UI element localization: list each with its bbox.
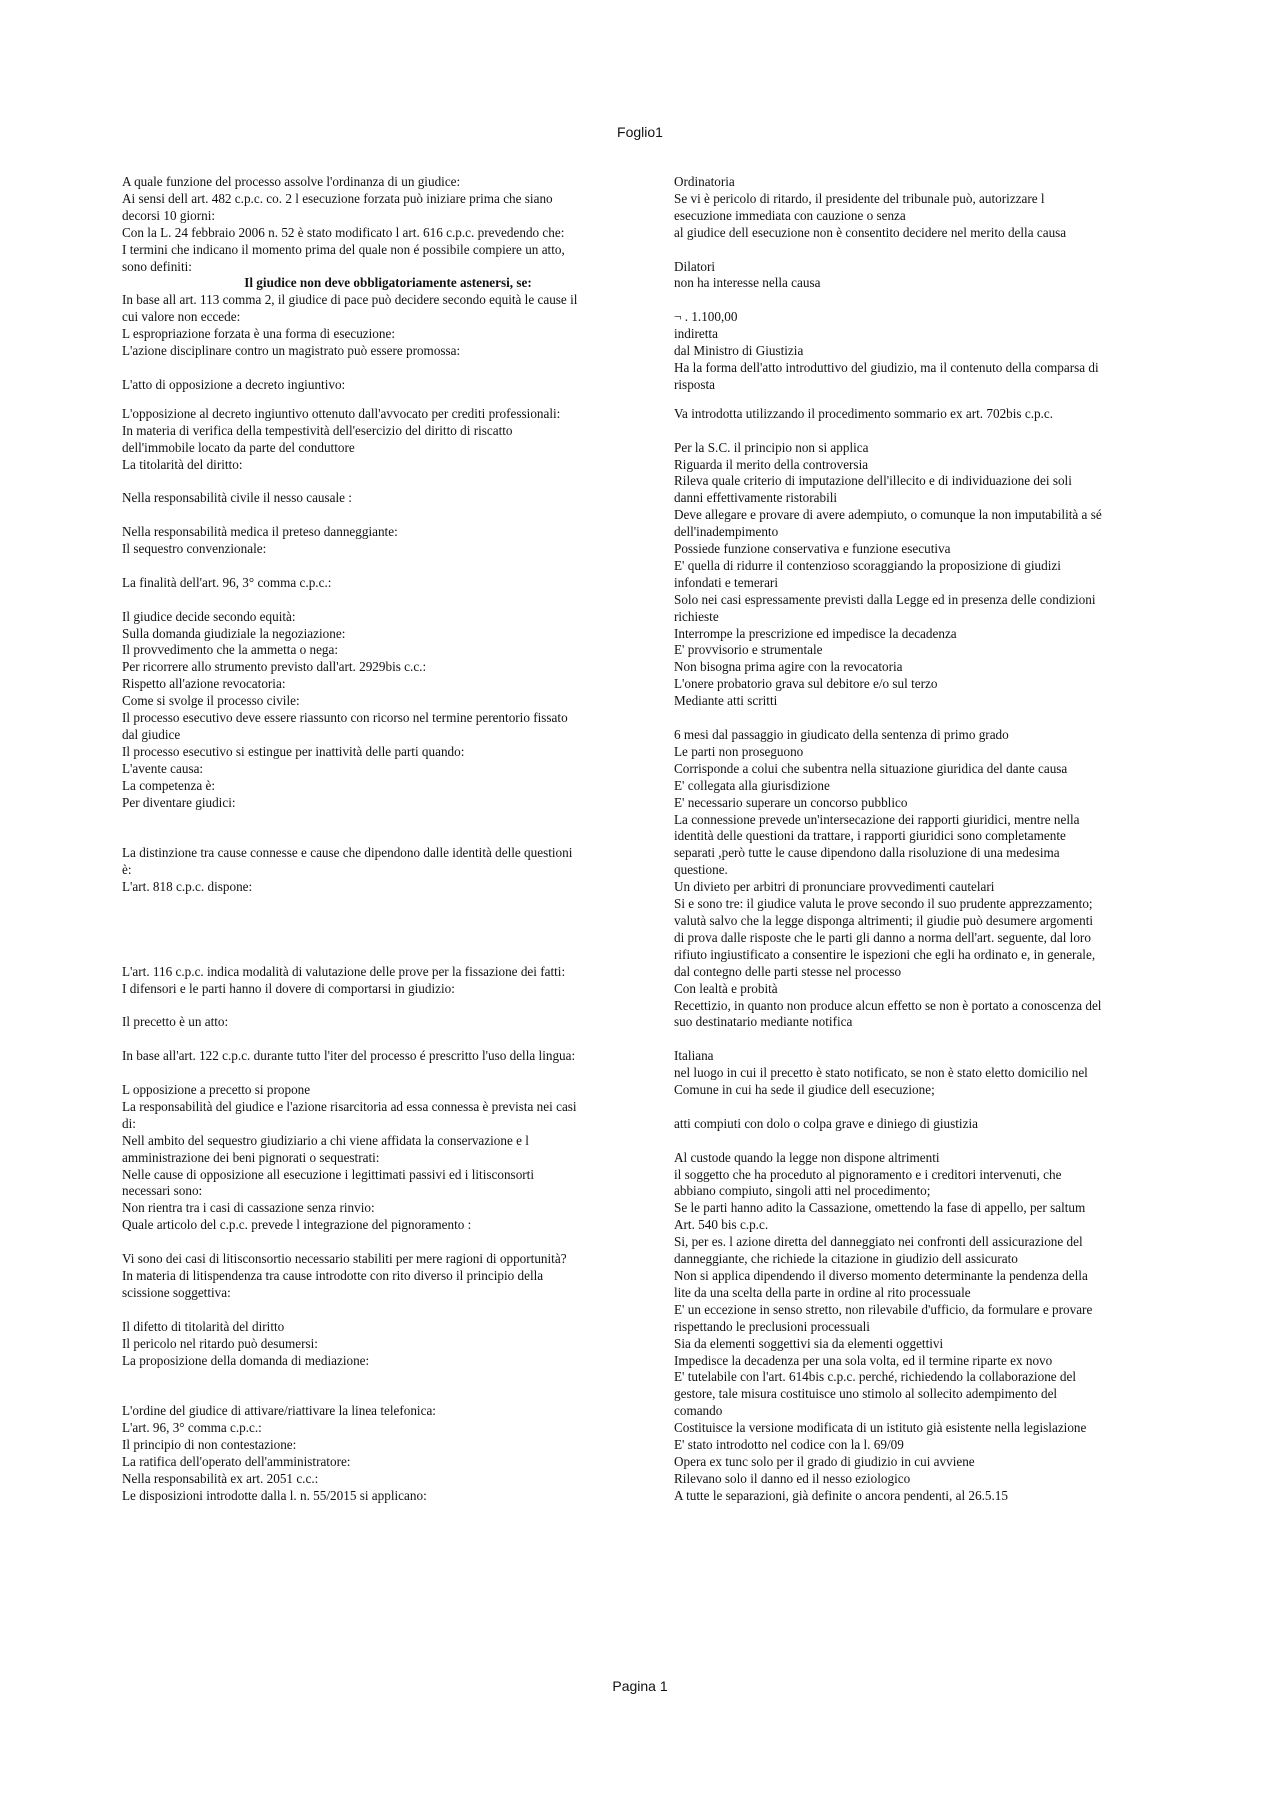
table-row bbox=[122, 360, 1152, 394]
table-row bbox=[122, 659, 1152, 676]
table-row bbox=[122, 242, 1152, 276]
table-row bbox=[122, 1454, 1152, 1471]
question-cell: L espropriazione forzata è una forma di esecuzione: bbox=[122, 326, 396, 342]
table-row bbox=[122, 457, 1152, 474]
table-row bbox=[122, 1268, 1152, 1302]
answer-cell: dal Ministro di Giustizia bbox=[674, 343, 804, 359]
answer-cell: Ha la forma dell'atto introduttivo del giudizio, ma il contenuto della comparsa di risposta bbox=[674, 359, 1099, 392]
question-cell: Nella responsabilità ex art. 2051 c.c.: bbox=[122, 1470, 319, 1486]
answer-cell: Ordinatoria bbox=[674, 174, 735, 189]
table-row bbox=[122, 642, 1152, 659]
question-cell: La distinzione tra cause connesse e cause che dipendono dalle identità delle questioni è: bbox=[122, 845, 573, 878]
question-cell: In materia di verifica della tempestività dell'esercizio del diritto di riscatto dell'immobile locato da parte del conduttore bbox=[122, 422, 513, 455]
answer-cell: La connessione prevede un'intersecazione dei rapporti giuridici, mentre nella identità delle questioni da trattare, i rapporti giuridici sono completamente separati ,però tutte le cause dipendono dalla risoluzione di una medesima questione. bbox=[674, 811, 1080, 878]
question-cell: Per ricorrere allo strumento previsto dall'art. 2929bis c.c.: bbox=[122, 659, 427, 675]
answer-cell: E' tutelabile con l'art. 614bis c.p.c. perché, richiedendo la collaborazione del gestore, tale misura costituisce uno stimolo al sollecito adempimento del comando bbox=[674, 1369, 1077, 1419]
table-row bbox=[122, 896, 1152, 981]
answer-cell: Non bisogna prima agire con la revocatoria bbox=[674, 659, 903, 675]
question-cell: Il pericolo nel ritardo può desumersi: bbox=[122, 1335, 318, 1351]
answer-cell: Si, per es. l azione diretta del danneggiato nei confronti dell assicurazione del danneggiante, che richiede la citazione in giudizio dell assicurato bbox=[674, 1234, 1083, 1267]
answer-cell: Art. 540 bis c.p.c. bbox=[674, 1217, 769, 1233]
question-cell: Nella responsabilità civile il nesso causale : bbox=[122, 490, 352, 506]
answer-cell: nel luogo in cui il precetto è stato notificato, se non è stato eletto domicilio nel Comune in cui ha sede il giudice dell esecuzione; bbox=[674, 1065, 1088, 1098]
question-cell: Il principio di non contestazione: bbox=[122, 1437, 297, 1453]
qa-table bbox=[122, 174, 1152, 1505]
question-cell: La responsabilità del giudice e l'azione risarcitoria ad essa connessa è prevista nei casi di: bbox=[122, 1098, 577, 1131]
question-cell: Il sequestro convenzionale: bbox=[122, 541, 267, 557]
table-row bbox=[122, 676, 1152, 693]
question-cell: Il precetto è un atto: bbox=[122, 1014, 229, 1030]
question-cell: Non rientra tra i casi di cassazione senza rinvio: bbox=[122, 1200, 375, 1216]
table-row bbox=[122, 626, 1152, 643]
answer-cell: atti compiuti con dolo o colpa grave e diniego di giustizia bbox=[674, 1115, 978, 1131]
answer-cell: Corrisponde a colui che subentra nella situazione giuridica del dante causa bbox=[674, 760, 1068, 776]
answer-cell: Possiede funzione conservativa e funzione esecutiva bbox=[674, 541, 951, 557]
question-cell: Per diventare giudici: bbox=[122, 794, 236, 810]
table-row bbox=[122, 541, 1152, 558]
table-row bbox=[122, 592, 1152, 626]
table-row bbox=[122, 406, 1152, 423]
table-row bbox=[122, 998, 1152, 1032]
table-row bbox=[122, 507, 1152, 541]
table-row bbox=[122, 423, 1152, 457]
question-cell: L'opposizione al decreto ingiuntivo ottenuto dall'avvocato per crediti professionali: bbox=[122, 405, 561, 421]
table-row bbox=[122, 292, 1152, 326]
table-row bbox=[122, 275, 1152, 292]
table-row bbox=[122, 174, 1152, 191]
table-row bbox=[122, 1099, 1152, 1133]
table-row bbox=[122, 981, 1152, 998]
answer-cell: E' quella di ridurre il contenzioso scoraggiando la proposizione di giudizi infondati e temerari bbox=[674, 557, 1061, 590]
question-cell: Vi sono dei casi di litisconsortio necessario stabiliti per mere ragioni di opportunità? bbox=[122, 1251, 567, 1267]
answer-cell: E' necessario superare un concorso pubblico bbox=[674, 794, 908, 810]
answer-cell: Rilevano solo il danno ed il nesso eziologico bbox=[674, 1470, 911, 1486]
answer-cell: Deve allegare e provare di avere adempiuto, o comunque la non imputabilità a sé dell'inadempimento bbox=[674, 507, 1102, 540]
answer-cell: Le parti non proseguono bbox=[674, 743, 804, 759]
table-row bbox=[122, 1471, 1152, 1488]
table-row bbox=[122, 343, 1152, 360]
answer-cell: Va introdotta utilizzando il procedimento sommario ex art. 702bis c.p.c. bbox=[674, 405, 1054, 421]
question-cell: Con la L. 24 febbraio 2006 n. 52 è stato modificato l art. 616 c.p.c. prevedendo che: bbox=[122, 224, 565, 240]
question-cell: In base all'art. 122 c.p.c. durante tutto l'iter del processo é prescritto l'uso della lingua: bbox=[122, 1048, 576, 1064]
table-row bbox=[122, 1369, 1152, 1420]
answer-cell: L'onere probatorio grava sul debitore e/o sul terzo bbox=[674, 676, 938, 692]
question-cell: Il giudice non deve obbligatoriamente astenersi, se: bbox=[244, 275, 532, 291]
answer-cell: Italiana bbox=[674, 1048, 714, 1064]
question-cell: In base all art. 113 comma 2, il giudice di pace può decidere secondo equità le cause il cui valore non eccede: bbox=[122, 292, 578, 325]
question-cell: L'art. 818 c.p.c. dispone: bbox=[122, 879, 253, 895]
question-cell: Nell ambito del sequestro giudiziario a chi viene affidata la conservazione e l amministrazione dei beni pignorati o sequestrati: bbox=[122, 1132, 529, 1165]
answer-cell: E' stato introdotto nel codice con la l. 69/09 bbox=[674, 1437, 904, 1453]
answer-cell: Solo nei casi espressamente previsti dalla Legge ed in presenza delle condizioni richieste bbox=[674, 591, 1096, 624]
question-cell: Rispetto all'azione revocatoria: bbox=[122, 676, 286, 692]
table-row bbox=[122, 795, 1152, 812]
table-row bbox=[122, 473, 1152, 507]
answer-cell: E' provvisorio e strumentale bbox=[674, 642, 823, 658]
question-cell: La titolarità del diritto: bbox=[122, 456, 243, 472]
question-cell: La finalità dell'art. 96, 3° comma c.p.c.: bbox=[122, 574, 332, 590]
answer-cell: Un divieto per arbitri di pronunciare provvedimenti cautelari bbox=[674, 879, 995, 895]
question-cell: Le disposizioni introdotte dalla l. n. 55/2015 si applicano: bbox=[122, 1487, 427, 1503]
table-row bbox=[122, 693, 1152, 710]
table-row bbox=[122, 225, 1152, 242]
question-cell: L'azione disciplinare contro un magistrato può essere promossa: bbox=[122, 343, 461, 359]
answer-cell: Dilatori bbox=[674, 258, 716, 274]
table-row bbox=[122, 1302, 1152, 1336]
answer-cell: ¬ . 1.100,00 bbox=[674, 309, 738, 325]
table-row bbox=[122, 710, 1152, 744]
question-cell: La competenza è: bbox=[122, 777, 215, 793]
question-cell: In materia di litispendenza tra cause introdotte con rito diverso il principio della scissione soggettiva: bbox=[122, 1268, 544, 1300]
question-cell: La proposizione della domanda di mediazione: bbox=[122, 1352, 370, 1368]
answer-cell: A tutte le separazioni, già definite o ancora pendenti, al 26.5.15 bbox=[674, 1487, 1008, 1503]
answer-cell: Opera ex tunc solo per il grado di giudizio in cui avviene bbox=[674, 1453, 975, 1469]
answer-cell: Si e sono tre: il giudice valuta le prove secondo il suo prudente apprezzamento; valutà salvo che la legge disponga altrimenti; il giudie può desumere argomenti di prova dalle risposte che le parti gli danno a norma dell'art. seguente, dal loro rifiuto ingiustificato a consentire le ispezioni che egli ha ordinato e, in generale, dal contegno delle parti stesse nel processo bbox=[674, 896, 1096, 979]
answer-cell: Interrompe la prescrizione ed impedisce la decadenza bbox=[674, 625, 957, 641]
table-row bbox=[122, 1488, 1152, 1505]
answer-cell: Sia da elementi soggettivi sia da elementi oggettivi bbox=[674, 1335, 944, 1351]
question-cell: Il processo esecutivo deve essere riassunto con ricorso nel termine perentorio fissato dal giudice bbox=[122, 710, 568, 742]
table-row bbox=[122, 1234, 1152, 1268]
page-label: Pagina 1 bbox=[612, 1678, 668, 1694]
table-row bbox=[122, 1336, 1152, 1353]
question-cell: La ratifica dell'operato dell'amministratore: bbox=[122, 1453, 351, 1469]
question-cell: Quale articolo del c.p.c. prevede l integrazione del pignoramento : bbox=[122, 1217, 472, 1233]
answer-cell: Impedisce la decadenza per una sola volta, ed il termine riparte ex novo bbox=[674, 1352, 1053, 1368]
answer-cell: 6 mesi dal passaggio in giudicato della sentenza di primo grado bbox=[674, 727, 1009, 742]
table-row bbox=[122, 1353, 1152, 1370]
answer-cell: il soggetto che ha proceduto al pignoramento e i creditori intervenuti, che abbiano compiuto, singoli atti nel procedimento; bbox=[674, 1166, 1062, 1199]
table-row bbox=[122, 778, 1152, 795]
answer-cell: al giudice dell esecuzione non è consentito decidere nel merito della causa bbox=[674, 224, 1067, 240]
sheet-title: Foglio1 bbox=[617, 124, 663, 140]
question-cell: L'atto di opposizione a decreto ingiuntivo: bbox=[122, 376, 346, 392]
answer-cell: indiretta bbox=[674, 326, 718, 342]
table-row bbox=[122, 1200, 1152, 1217]
answer-cell: Se le parti hanno adito la Cassazione, omettendo la fase di appello, per saltum bbox=[674, 1200, 1086, 1216]
row-spacer bbox=[122, 394, 1152, 406]
answer-cell: Al custode quando la legge non dispone altrimenti bbox=[674, 1149, 940, 1165]
question-cell: Il difetto di titolarità del diritto bbox=[122, 1318, 285, 1334]
question-cell: L'ordine del giudice di attivare/riattivare la linea telefonica: bbox=[122, 1403, 436, 1419]
answer-cell: Non si applica dipendendo il diverso momento determinante la pendenza della lite da una scelta della parte in ordine al rito processuale bbox=[674, 1268, 1088, 1300]
table-row bbox=[122, 1167, 1152, 1201]
table-row bbox=[122, 191, 1152, 225]
table-row bbox=[122, 1133, 1152, 1167]
table-row bbox=[122, 1437, 1152, 1454]
table-row bbox=[122, 558, 1152, 592]
table-row bbox=[122, 1420, 1152, 1437]
answer-cell: Riguarda il merito della controversia bbox=[674, 456, 869, 472]
question-cell: Ai sensi dell art. 482 c.p.c. co. 2 l esecuzione forzata può iniziare prima che siano decorsi 10 giorni: bbox=[122, 190, 553, 223]
answer-cell: E' collegata alla giurisdizione bbox=[674, 777, 830, 793]
question-cell: Il provvedimento che la ammetta o nega: bbox=[122, 642, 339, 658]
table-row bbox=[122, 761, 1152, 778]
answer-cell: Per la S.C. il principio non si applica bbox=[674, 439, 869, 455]
question-cell: Il processo esecutivo si estingue per inattività delle parti quando: bbox=[122, 743, 465, 759]
table-row bbox=[122, 1031, 1152, 1065]
table-row bbox=[122, 1065, 1152, 1099]
answer-cell: non ha interesse nella causa bbox=[674, 275, 821, 291]
answer-cell: Con lealtà e probità bbox=[674, 980, 778, 996]
answer-cell: Se vi è pericolo di ritardo, il presidente del tribunale può, autorizzare l esecuzione immediata con cauzione o senza bbox=[674, 190, 1045, 223]
answer-cell: Costituisce la versione modificata di un istituto già esistente nella legislazione bbox=[674, 1420, 1087, 1436]
table-row bbox=[122, 326, 1152, 343]
answer-cell: Rileva quale criterio di imputazione dell'illecito e di individuazione dei soli danni effettivamente ristorabili bbox=[674, 473, 1072, 506]
table-row bbox=[122, 1217, 1152, 1234]
question-cell: Il giudice decide secondo equità: bbox=[122, 608, 296, 624]
question-cell: Nelle cause di opposizione all esecuzione i legittimati passivi ed i litisconsorti necessari sono: bbox=[122, 1166, 535, 1199]
table-row bbox=[122, 812, 1152, 880]
question-cell: Nella responsabilità medica il preteso danneggiante: bbox=[122, 524, 398, 540]
question-cell: I termini che indicano il momento prima del quale non é possibile compiere un atto, sono definiti: bbox=[122, 241, 565, 274]
question-cell: L'avente causa: bbox=[122, 760, 204, 776]
answer-cell: Recettizio, in quanto non produce alcun effetto se non è portato a conoscenza del suo destinatario mediante notifica bbox=[674, 997, 1102, 1030]
table-row bbox=[122, 879, 1152, 896]
question-cell: Come si svolge il processo civile: bbox=[122, 693, 300, 709]
table-row bbox=[122, 744, 1152, 761]
answer-cell: E' un eccezione in senso stretto, non rilevabile d'ufficio, da formulare e provare rispettando le preclusioni processuali bbox=[674, 1301, 1093, 1334]
question-cell: L'art. 96, 3° comma c.p.c.: bbox=[122, 1420, 262, 1436]
question-cell: Sulla domanda giudiziale la negoziazione: bbox=[122, 625, 346, 641]
question-cell: L'art. 116 c.p.c. indica modalità di valutazione delle prove per la fissazione dei fatti: bbox=[122, 963, 566, 979]
question-cell: A quale funzione del processo assolve l'ordinanza di un giudice: bbox=[122, 174, 461, 189]
answer-cell: Mediante atti scritti bbox=[674, 693, 778, 709]
question-cell: L opposizione a precetto si propone bbox=[122, 1082, 311, 1098]
question-cell: I difensori e le parti hanno il dovere di comportarsi in giudizio: bbox=[122, 980, 455, 996]
